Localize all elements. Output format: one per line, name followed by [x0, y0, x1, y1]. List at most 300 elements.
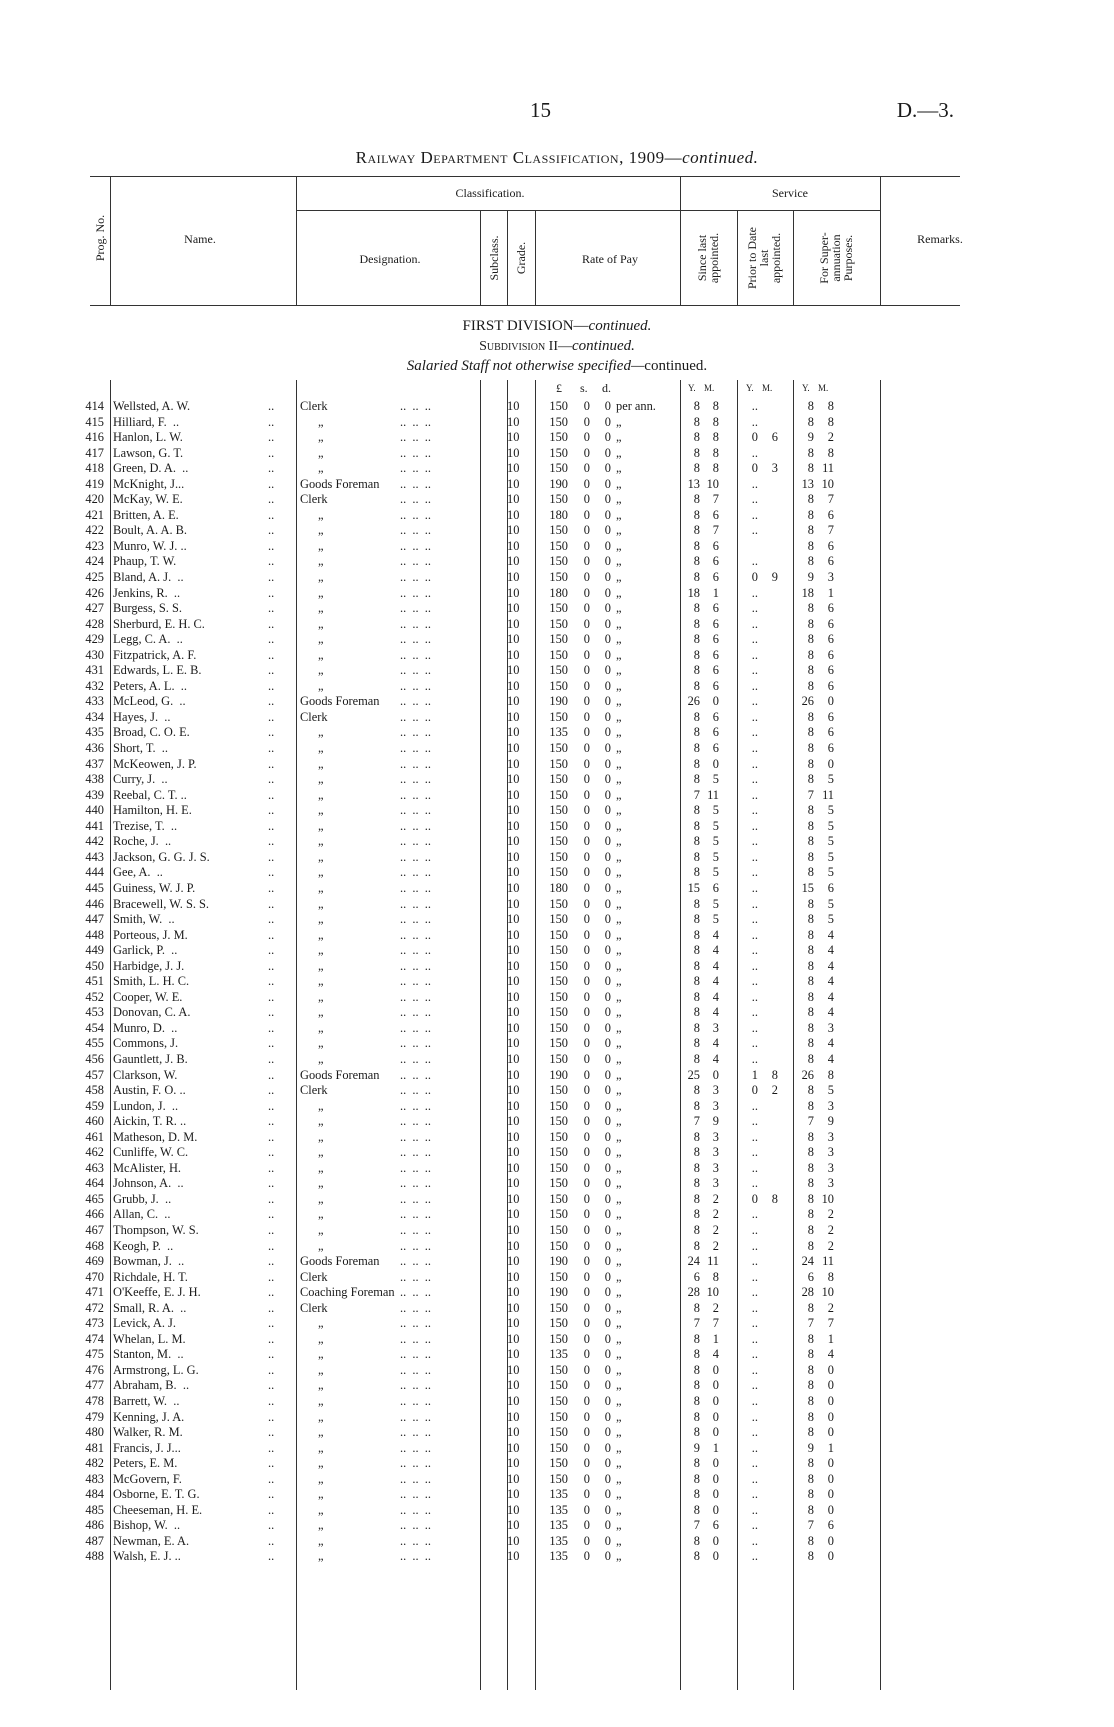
prog-number: 420 [85, 492, 104, 507]
super-years: 8 [807, 1502, 814, 1517]
unit-prior-months: M. [762, 383, 773, 393]
designation: „ [318, 1471, 324, 1486]
super-months: 11 [822, 1254, 834, 1269]
table-row [0, 586, 1114, 602]
rate-shillings: 0 [583, 1005, 590, 1020]
grade: 10 [507, 1067, 520, 1082]
prior-years: .. [751, 1331, 758, 1346]
header-classification: Classification. [455, 186, 525, 200]
rate-shillings: 0 [583, 663, 590, 678]
staff-name: Hilliard, F. .. [113, 414, 180, 429]
designation-leader-dots: .. .. .. [400, 570, 431, 585]
rate-shillings: 0 [583, 1425, 590, 1440]
designation: Clerk [300, 709, 328, 724]
since-years: 8 [693, 414, 700, 429]
designation-leader-dots: .. .. .. [400, 725, 431, 740]
since-months: 6 [712, 725, 719, 740]
rate-pounds: 150 [549, 461, 568, 476]
since-years: 8 [693, 632, 700, 647]
designation-leader-dots: .. .. .. [400, 647, 431, 662]
super-years: 8 [807, 663, 814, 678]
staff-name: Walker, R. M. [113, 1425, 183, 1440]
rate-shillings: 0 [583, 1051, 590, 1066]
designation-leader-dots: .. .. .. [400, 694, 431, 709]
grade: 10 [507, 1222, 520, 1237]
super-years: 15 [801, 880, 814, 895]
name-leader-dots: .. [268, 1114, 275, 1129]
super-months: 5 [827, 849, 834, 864]
since-months: 4 [712, 989, 719, 1004]
grade: 10 [507, 1518, 520, 1533]
divider-super [880, 176, 881, 305]
super-months: 4 [827, 974, 834, 989]
rate-pence: 0 [604, 1409, 611, 1424]
prog-number: 435 [85, 725, 104, 740]
rate-shillings: 0 [583, 803, 590, 818]
super-years: 8 [807, 507, 814, 522]
since-years: 8 [693, 678, 700, 693]
prog-number: 463 [85, 1160, 104, 1175]
since-years: 8 [693, 1191, 700, 1206]
prior-years: .. [751, 616, 758, 631]
designation-leader-dots: .. .. .. [400, 772, 431, 787]
prior-years: .. [751, 1549, 758, 1564]
prog-number: 445 [85, 880, 104, 895]
rate-suffix: „ [616, 1191, 622, 1206]
prog-number: 419 [85, 476, 104, 491]
since-months: 6 [712, 663, 719, 678]
prior-years: .. [751, 507, 758, 522]
prior-years: .. [751, 399, 758, 413]
since-years: 8 [693, 1238, 700, 1253]
rate-suffix: „ [616, 927, 622, 942]
rate-pence: 0 [604, 694, 611, 709]
prior-years: .. [751, 476, 758, 491]
designation-leader-dots: .. .. .. [400, 1549, 431, 1564]
super-months: 4 [827, 958, 834, 973]
super-years: 8 [807, 849, 814, 864]
grade: 10 [507, 507, 520, 522]
super-months: 6 [827, 538, 834, 553]
section-subdivision [0, 338, 1114, 355]
super-months: 5 [827, 772, 834, 787]
rate-pounds: 150 [549, 538, 568, 553]
rate-suffix: „ [616, 756, 622, 771]
rate-pence: 0 [604, 1254, 611, 1269]
staff-name: Guiness, W. J. P. [113, 880, 196, 895]
since-years: 8 [693, 1394, 700, 1408]
prog-number: 475 [85, 1347, 104, 1362]
super-years: 8 [807, 1020, 814, 1035]
rate-shillings: 0 [583, 694, 590, 709]
staff-name: Smith, L. H. C. [113, 974, 190, 989]
name-leader-dots: .. [268, 1036, 275, 1051]
designation-leader-dots: .. .. .. [400, 1285, 431, 1300]
prior-years: .. [751, 1378, 758, 1393]
rate-suffix: „ [616, 554, 622, 569]
super-years: 8 [807, 1549, 814, 1564]
super-years: 8 [807, 709, 814, 724]
table-row [0, 601, 1114, 617]
designation: „ [318, 756, 324, 771]
rate-pounds: 180 [549, 880, 568, 895]
table-row [0, 1130, 1114, 1146]
rate-suffix: „ [616, 492, 622, 507]
since-months: 0 [712, 1425, 719, 1440]
prior-months: 9 [771, 570, 778, 585]
grade: 10 [507, 570, 520, 585]
since-months: 5 [712, 896, 719, 911]
name-leader-dots: .. [268, 430, 275, 445]
rate-suffix: „ [616, 1005, 622, 1020]
rate-shillings: 0 [583, 1145, 590, 1160]
super-years: 8 [807, 943, 814, 958]
since-years: 8 [693, 1347, 700, 1362]
rate-pounds: 180 [549, 507, 568, 522]
grade: 10 [507, 927, 520, 942]
table-row [0, 694, 1114, 710]
designation: „ [318, 601, 324, 616]
rate-suffix: „ [616, 880, 622, 895]
table-row [0, 648, 1114, 664]
super-months: 8 [827, 1269, 834, 1284]
super-months: 5 [827, 834, 834, 849]
since-months: 5 [712, 803, 719, 818]
name-leader-dots: .. [268, 803, 275, 818]
staff-name: Aickin, T. R. .. [113, 1114, 187, 1129]
rate-shillings: 0 [583, 507, 590, 522]
divider-since [737, 210, 738, 305]
since-years: 8 [693, 709, 700, 724]
prior-years: 0 [751, 1083, 758, 1098]
rate-pence: 0 [604, 1222, 611, 1237]
prog-number: 429 [85, 632, 104, 647]
grade: 10 [507, 1051, 520, 1066]
name-leader-dots: .. [268, 694, 275, 709]
since-months: 0 [712, 1487, 719, 1502]
rate-suffix: „ [616, 787, 622, 802]
name-leader-dots: .. [268, 1083, 275, 1098]
grade: 10 [507, 476, 520, 491]
prior-years: .. [751, 1285, 758, 1300]
prog-number: 438 [85, 772, 104, 787]
designation: „ [318, 865, 324, 880]
table-row [0, 1472, 1114, 1488]
prog-number: 431 [85, 663, 104, 678]
rate-pounds: 150 [549, 741, 568, 756]
grade: 10 [507, 414, 520, 429]
header-service: Service [772, 186, 808, 200]
rate-pounds: 150 [549, 1020, 568, 1035]
divider-name [296, 176, 297, 305]
rate-shillings: 0 [583, 1394, 590, 1408]
table-row [0, 788, 1114, 804]
grade: 10 [507, 834, 520, 849]
rate-pence: 0 [604, 523, 611, 538]
designation-leader-dots: .. .. .. [400, 943, 431, 958]
super-months: 6 [827, 601, 834, 616]
rate-shillings: 0 [583, 958, 590, 973]
staff-name: Whelan, L. M. [113, 1331, 186, 1346]
prior-months: 8 [771, 1067, 778, 1082]
name-leader-dots: .. [268, 554, 275, 569]
since-months: 0 [712, 756, 719, 771]
grade: 10 [507, 1362, 520, 1377]
rate-pence: 0 [604, 414, 611, 429]
grade: 10 [507, 1145, 520, 1160]
staff-name: Kenning, J. A. [113, 1409, 185, 1424]
rate-suffix: „ [616, 1316, 622, 1331]
prior-years: .. [751, 958, 758, 973]
prog-number: 461 [85, 1129, 104, 1144]
staff-name: Cunliffe, W. C. [113, 1145, 189, 1160]
super-months: 3 [827, 1129, 834, 1144]
designation: „ [318, 1207, 324, 1222]
divider-rate [535, 210, 536, 305]
table-row [0, 1285, 1114, 1301]
prog-number: 446 [85, 896, 104, 911]
super-years: 8 [807, 538, 814, 553]
super-months: 8 [827, 414, 834, 429]
staff-name: Munro, W. J. .. [113, 538, 187, 553]
rate-suffix: „ [616, 1331, 622, 1346]
grade: 10 [507, 1316, 520, 1331]
staff-name: Edwards, L. E. B. [113, 663, 202, 678]
since-years: 8 [693, 1098, 700, 1113]
rate-suffix: „ [616, 1269, 622, 1284]
rate-pence: 0 [604, 834, 611, 849]
designation-leader-dots: .. .. .. [400, 538, 431, 553]
grade: 10 [507, 880, 520, 895]
unit-prior-years: Y. [746, 383, 754, 393]
since-years: 8 [693, 1020, 700, 1035]
table-row [0, 1176, 1114, 1192]
designation: „ [318, 1036, 324, 1051]
designation: „ [318, 725, 324, 740]
rate-pounds: 135 [549, 1518, 568, 1533]
rate-pence: 0 [604, 601, 611, 616]
rate-pence: 0 [604, 1285, 611, 1300]
prior-years: .. [751, 772, 758, 787]
rate-shillings: 0 [583, 461, 590, 476]
grade: 10 [507, 1191, 520, 1206]
rate-shillings: 0 [583, 1549, 590, 1564]
designation-leader-dots: .. .. .. [400, 1471, 431, 1486]
designation-leader-dots: .. .. .. [400, 880, 431, 895]
rate-pounds: 150 [549, 1098, 568, 1113]
prior-years: .. [751, 1471, 758, 1486]
table-row [0, 1114, 1114, 1130]
super-months: 6 [827, 880, 834, 895]
rate-shillings: 0 [583, 476, 590, 491]
name-leader-dots: .. [268, 1347, 275, 1362]
super-months: 3 [827, 1098, 834, 1113]
designation-leader-dots: .. .. .. [400, 1269, 431, 1284]
staff-name: Smith, W. .. [113, 912, 175, 927]
table-row [0, 1207, 1114, 1223]
rate-suffix: „ [616, 989, 622, 1004]
prior-years: .. [751, 709, 758, 724]
rate-pence: 0 [604, 880, 611, 895]
super-months: 7 [827, 492, 834, 507]
rate-shillings: 0 [583, 632, 590, 647]
super-years: 26 [801, 1067, 814, 1082]
prior-years: .. [751, 943, 758, 958]
rate-pence: 0 [604, 1456, 611, 1471]
staff-name: Clarkson, W. [113, 1067, 178, 1082]
super-months: 5 [827, 896, 834, 911]
since-years: 13 [687, 476, 700, 491]
staff-name: Curry, J. .. [113, 772, 168, 787]
super-months: 0 [827, 1502, 834, 1517]
grade: 10 [507, 912, 520, 927]
name-leader-dots: .. [268, 1254, 275, 1269]
since-years: 9 [693, 1440, 700, 1455]
super-months: 4 [827, 943, 834, 958]
rate-shillings: 0 [583, 1254, 590, 1269]
table-row [0, 834, 1114, 850]
staff-name: Boult, A. A. B. [113, 523, 188, 538]
rate-suffix: „ [616, 601, 622, 616]
prior-months: 8 [771, 1191, 778, 1206]
since-months: 3 [712, 1098, 719, 1113]
since-years: 8 [693, 989, 700, 1004]
rate-suffix: „ [616, 1347, 622, 1362]
table-row [0, 539, 1114, 555]
rate-shillings: 0 [583, 678, 590, 693]
table-row [0, 679, 1114, 695]
designation: „ [318, 554, 324, 569]
name-leader-dots: .. [268, 1549, 275, 1564]
rate-pounds: 150 [549, 632, 568, 647]
designation-leader-dots: .. .. .. [400, 1440, 431, 1455]
rate-pence: 0 [604, 399, 611, 413]
grade: 10 [507, 461, 520, 476]
designation-leader-dots: .. .. .. [400, 1502, 431, 1517]
prog-number: 455 [85, 1036, 104, 1051]
staff-name: Bland, A. J. .. [113, 570, 184, 585]
grade: 10 [507, 678, 520, 693]
header-prior-to-date: Prior to Date last appointed. [745, 227, 783, 289]
designation: „ [318, 803, 324, 818]
since-months: 1 [712, 585, 719, 600]
since-years: 6 [693, 1269, 700, 1284]
since-months: 0 [712, 1502, 719, 1517]
designation: „ [318, 1176, 324, 1191]
rate-pounds: 190 [549, 1067, 568, 1082]
rate-pounds: 150 [549, 1456, 568, 1471]
since-months: 8 [712, 461, 719, 476]
since-years: 8 [693, 1502, 700, 1517]
prior-years: .. [751, 1409, 758, 1424]
rate-pounds: 150 [549, 772, 568, 787]
super-years: 7 [807, 1114, 814, 1129]
super-years: 8 [807, 1394, 814, 1408]
rate-suffix: „ [616, 958, 622, 973]
rate-shillings: 0 [583, 1518, 590, 1533]
rate-pence: 0 [604, 461, 611, 476]
since-years: 8 [693, 818, 700, 833]
staff-continued: continued. [644, 358, 708, 374]
prior-years: .. [751, 1114, 758, 1129]
super-months: 0 [827, 1425, 834, 1440]
prog-number: 441 [85, 818, 104, 833]
rate-pence: 0 [604, 1549, 611, 1564]
prior-years: .. [751, 1222, 758, 1237]
rate-suffix: „ [616, 1098, 622, 1113]
rate-suffix: „ [616, 1285, 622, 1300]
super-years: 8 [807, 1347, 814, 1362]
prior-years: .. [751, 1347, 758, 1362]
super-years: 8 [807, 1005, 814, 1020]
rate-shillings: 0 [583, 1456, 590, 1471]
rate-pence: 0 [604, 554, 611, 569]
prog-number: 439 [85, 787, 104, 802]
super-months: 7 [827, 1316, 834, 1331]
table-row [0, 710, 1114, 726]
since-years: 8 [693, 647, 700, 662]
designation: „ [318, 849, 324, 864]
grade: 10 [507, 1114, 520, 1129]
name-leader-dots: .. [268, 880, 275, 895]
rate-shillings: 0 [583, 1238, 590, 1253]
staff-name: Gee, A. .. [113, 865, 163, 880]
since-months: 6 [712, 709, 719, 724]
rate-suffix: „ [616, 414, 622, 429]
prior-years: .. [751, 1051, 758, 1066]
rate-pounds: 150 [549, 709, 568, 724]
rate-shillings: 0 [583, 554, 590, 569]
rate-shillings: 0 [583, 818, 590, 833]
table-row [0, 632, 1114, 648]
grade: 10 [507, 1456, 520, 1471]
super-years: 8 [807, 554, 814, 569]
since-years: 8 [693, 461, 700, 476]
staff-name: Cooper, W. E. [113, 989, 183, 1004]
prior-years: .. [751, 756, 758, 771]
rate-pounds: 150 [549, 1191, 568, 1206]
prior-years: .. [751, 492, 758, 507]
since-years: 8 [693, 1083, 700, 1098]
designation: Clerk [300, 1269, 328, 1284]
prior-years: .. [751, 1425, 758, 1440]
grade: 10 [507, 896, 520, 911]
super-months: 6 [827, 647, 834, 662]
since-months: 9 [712, 1114, 719, 1129]
rate-suffix: „ [616, 1300, 622, 1315]
name-leader-dots: .. [268, 772, 275, 787]
since-months: 6 [712, 616, 719, 631]
grade: 10 [507, 1378, 520, 1393]
name-leader-dots: .. [268, 1176, 275, 1191]
staff-name: Short, T. .. [113, 741, 168, 756]
header-bottom-rule [90, 305, 960, 306]
staff-name: Johnson, A. .. [113, 1176, 184, 1191]
designation: „ [318, 1222, 324, 1237]
designation-leader-dots: .. .. .. [400, 678, 431, 693]
designation-leader-dots: .. .. .. [400, 445, 431, 460]
rate-pounds: 150 [549, 1160, 568, 1175]
rate-pence: 0 [604, 538, 611, 553]
prog-number: 427 [85, 601, 104, 616]
super-years: 18 [801, 585, 814, 600]
rate-shillings: 0 [583, 1036, 590, 1051]
designation: „ [318, 647, 324, 662]
rate-pence: 0 [604, 1518, 611, 1533]
designation: „ [318, 834, 324, 849]
table-row [0, 1534, 1114, 1550]
rate-suffix: „ [616, 1409, 622, 1424]
